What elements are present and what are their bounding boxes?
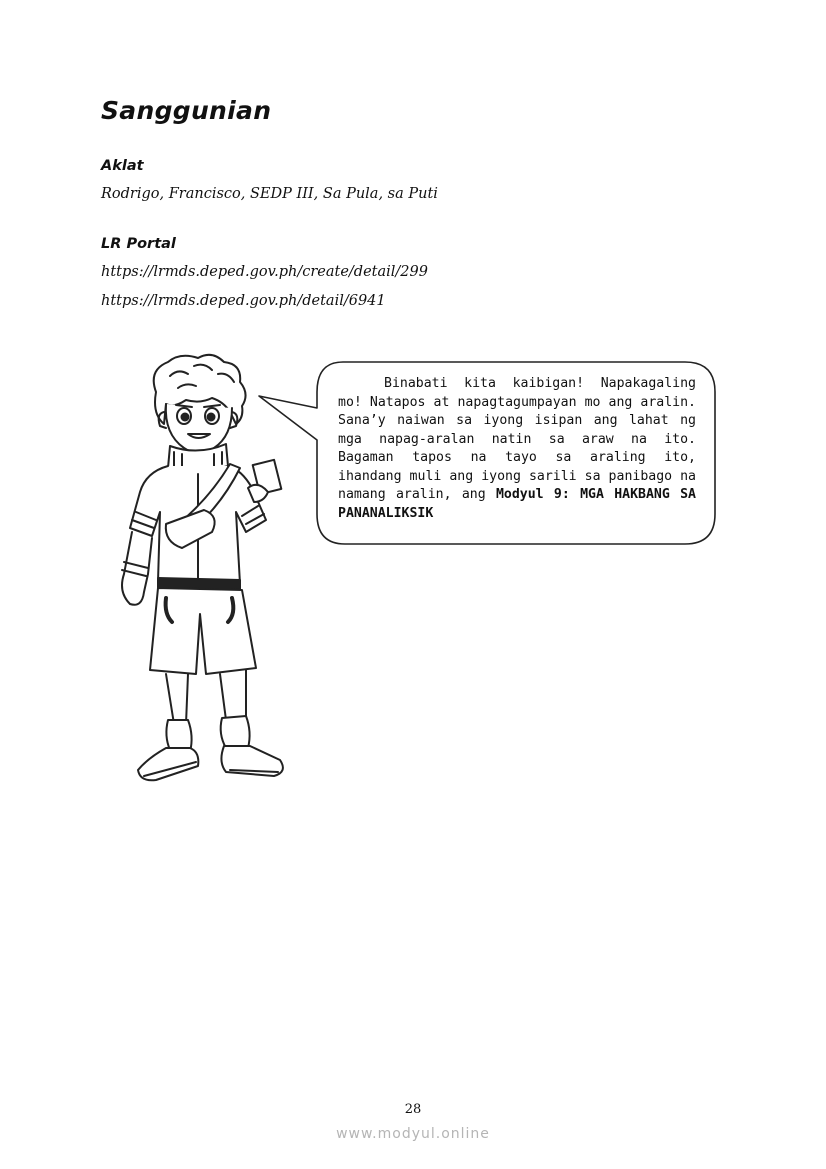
section-heading-lr-portal: LR Portal xyxy=(101,236,176,252)
reference-link-1[interactable]: https://lrmds.deped.gov.ph/create/detail/299 xyxy=(101,264,428,280)
watermark: www.modyul.online xyxy=(336,1126,490,1142)
reference-link-2[interactable]: https://lrmds.deped.gov.ph/detail/6941 xyxy=(101,293,386,309)
page-title: Sanggunian xyxy=(101,96,272,125)
reference-book: Rodrigo, Francisco, SEDP III, Sa Pula, sa Puti xyxy=(101,186,438,202)
bubble-message: Binabati kita kaibigan! Napakagaling mo! Natapos at napagtagumpayan mo ang aralin. Sana’y naiwan sa iyong isipan ang lahat ng mga napag-aralan natin sa araw na ito. Bagaman tapos na tayo sa araling ito, ihandang muli ang iyong sarili sa panibago na namang aralin, ang xyxy=(338,376,696,502)
speech-bubble-text xyxy=(338,375,696,523)
section-heading-aklat: Aklat xyxy=(101,158,144,174)
bubble-module-title: Modyul 9: MGA HAKBANG SA PANANALIKSIK xyxy=(338,487,696,521)
cartoon-student-illustration xyxy=(108,352,318,802)
page-number: 28 xyxy=(404,1102,422,1117)
